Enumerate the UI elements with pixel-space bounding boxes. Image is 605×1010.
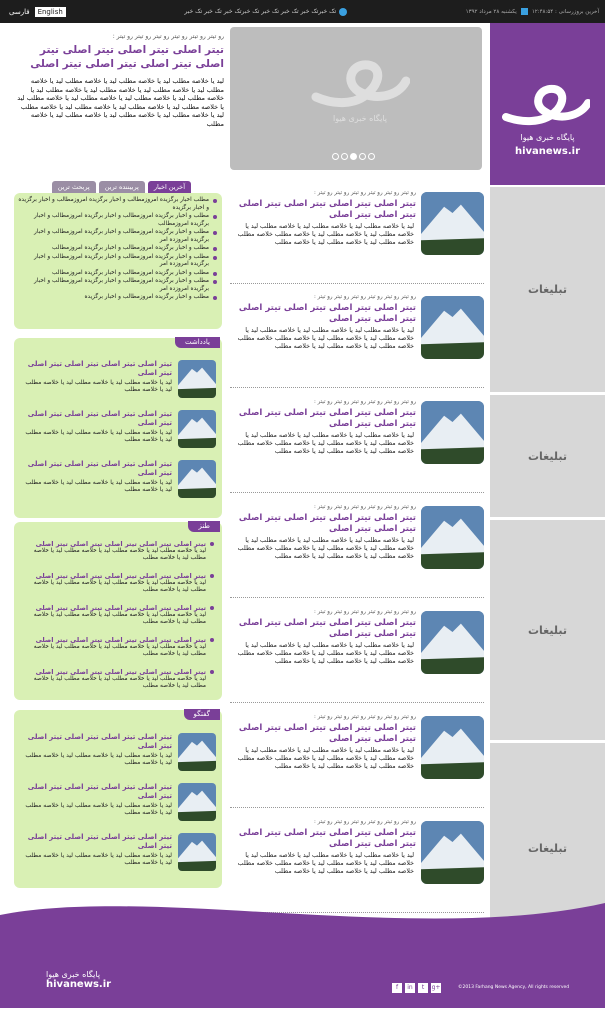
news-kicker: رو تیتر رو تیتر رو تیتر رو تیتر رو تیتر رو تیتر : — [313, 714, 416, 720]
satire-title[interactable]: تیتر اصلی تیتر اصلی تیتر اصلی تیتر اصلی تیتر اصلی — [20, 636, 215, 644]
tab-most-discussed[interactable]: پربحث ترین — [52, 181, 96, 193]
list-item[interactable]: مطلب اخبار برگزیده امروزمطالب و اخبار برگزیده امروزمطالب و اخبار برگزیده و اخبار برگزیده — [14, 197, 219, 212]
news-item[interactable] — [230, 292, 484, 388]
watermark-logo-icon — [310, 57, 410, 127]
satire-summary: لید یا خلاصه مطلب لید یا خلاصه مطلب لید یا خلاصه مطلب لید یا خلاصه مطلب لید یا خلاصه مطلب — [33, 644, 206, 657]
mini-thumbnail[interactable] — [178, 360, 216, 398]
latest-news-list — [14, 197, 219, 303]
news-item[interactable] — [230, 397, 484, 493]
news-summary: لید یا خلاصه مطلب لید یا خلاصه مطلب لید یا خلاصه مطلب لید یا خلاصه مطلب لید یا خلاصه مطلب لید یا خلاصه مطلب خلاصه مطلب خلاصه مطلب لید یا خلاصه مطلب لید یا خلاصه مطلب — [237, 223, 414, 246]
news-item[interactable] — [230, 712, 484, 808]
mini-summary: لید یا خلاصه مطلب لید یا خلاصه مطلب لید یا خلاصه مطلب لید یا خلاصه مطلب — [25, 752, 172, 766]
satire-item[interactable] — [20, 572, 215, 594]
news-thumbnail[interactable] — [421, 716, 484, 779]
list-item[interactable]: مطلب و اخبار برگزیده امروزمطالب و اخبار برگزیده — [14, 294, 219, 302]
mini-summary: لید یا خلاصه مطلب لید یا خلاصه مطلب لید یا خلاصه مطلب لید یا خلاصه مطلب — [25, 852, 172, 866]
news-summary: لید یا خلاصه مطلب لید یا خلاصه مطلب لید یا خلاصه مطلب لید یا خلاصه مطلب لید یا خلاصه مطلب لید یا خلاصه مطلب خلاصه مطلب خلاصه مطلب لید یا خلاصه مطلب لید یا خلاصه مطلب — [237, 642, 414, 665]
satire-summary: لید یا خلاصه مطلب لید یا خلاصه مطلب لید یا خلاصه مطلب لید یا خلاصه مطلب لید یا خلاصه مطلب — [33, 612, 206, 625]
satire-summary: لید یا خلاصه مطلب لید یا خلاصه مطلب لید یا خلاصه مطلب لید یا خلاصه مطلب لید یا خلاصه مطلب — [33, 580, 206, 593]
satire-title[interactable]: تیتر اصلی تیتر اصلی تیتر اصلی تیتر اصلی تیتر اصلی — [20, 604, 215, 612]
news-kicker: رو تیتر رو تیتر رو تیتر رو تیتر رو تیتر رو تیتر : — [313, 609, 416, 615]
news-summary: لید یا خلاصه مطلب لید یا خلاصه مطلب لید یا خلاصه مطلب لید یا خلاصه مطلب لید یا خلاصه مطلب لید یا خلاصه مطلب خلاصه مطلب خلاصه مطلب لید یا خلاصه مطلب لید یا خلاصه مطلب — [237, 327, 414, 350]
social-links — [392, 983, 441, 993]
news-thumbnail[interactable] — [421, 192, 484, 255]
satire-summary: لید یا خلاصه مطلب لید یا خلاصه مطلب لید یا خلاصه مطلب لید یا خلاصه مطلب لید یا خلاصه مطلب — [33, 548, 206, 561]
news-tabs — [52, 181, 191, 193]
news-thumbnail[interactable] — [421, 401, 484, 464]
mini-thumbnail[interactable] — [178, 833, 216, 871]
photo-slider[interactable] — [230, 27, 482, 170]
satire-title[interactable]: تیتر اصلی تیتر اصلی تیتر اصلی تیتر اصلی تیتر اصلی — [20, 540, 215, 548]
slider-dots — [332, 153, 375, 160]
news-kicker: رو تیتر رو تیتر رو تیتر رو تیتر رو تیتر رو تیتر : — [313, 819, 416, 825]
mini-title[interactable]: تیتر اصلی تیتر اصلی تیتر اصلی تیتر اصلی تیتر اصلی — [27, 460, 172, 477]
news-summary: لید یا خلاصه مطلب لید یا خلاصه مطلب لید یا خلاصه مطلب لید یا خلاصه مطلب لید یا خلاصه مطلب لید یا خلاصه مطلب خلاصه مطلب خلاصه مطلب لید یا خلاصه مطلب لید یا خلاصه مطلب — [237, 432, 414, 455]
satire-title[interactable]: تیتر اصلی تیتر اصلی تیتر اصلی تیتر اصلی تیتر اصلی — [20, 572, 215, 580]
satire-item[interactable] — [20, 604, 215, 626]
mini-thumbnail[interactable] — [178, 733, 216, 771]
mini-title[interactable]: تیتر اصلی تیتر اصلی تیتر اصلی تیتر اصلی تیتر اصلی — [27, 833, 172, 850]
mini-title[interactable]: تیتر اصلی تیتر اصلی تیتر اصلی تیتر اصلی تیتر اصلی — [27, 733, 172, 750]
ad-banner[interactable]: تبلیغات — [490, 187, 605, 392]
satire-summary: لید یا خلاصه مطلب لید یا خلاصه مطلب لید یا خلاصه مطلب لید یا خلاصه مطلب لید یا خلاصه مطلب — [33, 676, 206, 689]
slider-dot[interactable] — [359, 153, 366, 160]
tab-latest[interactable]: آخرین اخبار — [148, 181, 191, 193]
lead-title[interactable]: تیتر اصلی تیتر اصلی تیتر اصلی تیتر اصلی تیتر اصلی تیتر اصلی تیتر اصلی — [30, 44, 224, 70]
facebook-icon[interactable]: f — [392, 983, 402, 993]
satire-item[interactable] — [20, 540, 215, 562]
news-summary: لید یا خلاصه مطلب لید یا خلاصه مطلب لید یا خلاصه مطلب لید یا خلاصه مطلب لید یا خلاصه مطلب لید یا خلاصه مطلب خلاصه مطلب خلاصه مطلب لید یا خلاصه مطلب لید یا خلاصه مطلب — [237, 537, 414, 560]
news-kicker: رو تیتر رو تیتر رو تیتر رو تیتر رو تیتر رو تیتر : — [313, 399, 416, 405]
tab-most-viewed[interactable]: پربیننده ترین — [99, 181, 145, 193]
ticker-icon — [339, 8, 347, 16]
footer-wave — [0, 895, 605, 1008]
lead-kicker: رو تیتر رو تیتر رو تیتر رو تیتر رو تیتر رو تیتر : — [112, 33, 224, 40]
mini-summary: لید یا خلاصه مطلب لید یا خلاصه مطلب لید یا خلاصه مطلب لید یا خلاصه مطلب — [25, 479, 172, 493]
news-item[interactable] — [230, 607, 484, 703]
news-item[interactable] — [230, 502, 484, 598]
mini-title[interactable]: تیتر اصلی تیتر اصلی تیتر اصلی تیتر اصلی تیتر اصلی — [27, 410, 172, 427]
news-title[interactable]: تیتر اصلی تیتر اصلی تیتر اصلی تیتر اصلی تیتر اصلی تیتر اصلی — [238, 199, 416, 220]
slider-dot[interactable] — [341, 153, 348, 160]
mini-thumbnail[interactable] — [178, 783, 216, 821]
news-title[interactable]: تیتر اصلی تیتر اصلی تیتر اصلی تیتر اصلی تیتر اصلی تیتر اصلی — [238, 618, 416, 639]
ad-banner[interactable]: تبلیغات — [490, 743, 605, 953]
slider-dot[interactable] — [368, 153, 375, 160]
news-thumbnail[interactable] — [421, 821, 484, 884]
mini-thumbnail[interactable] — [178, 410, 216, 448]
list-item[interactable]: مطلب و اخبار برگزیده امروزمطالب و اخبار برگزیده امروزمطالب و اخبار برگزیده امروزمطالب — [14, 213, 219, 228]
list-item[interactable]: مطلب و اخبار برگزیده امروزمطالب و اخبار برگزیده امروزمطالب — [14, 245, 219, 253]
news-title[interactable]: تیتر اصلی تیتر اصلی تیتر اصلی تیتر اصلی تیتر اصلی تیتر اصلی — [238, 303, 416, 324]
lead-summary: لید یا خلاصه مطلب لید یا خلاصه مطلب لید یا خلاصه مطلب لید یا خلاصه مطلب لید یا خلاصه مطلب لید یا خلاصه مطلب لید یا خلاصه مطلب لید یا خلاصه مطلب لید یا خلاصه مطلب لید یا خلاصه مطلب لید یا خلاصه مطلب لید یا خلاصه مطلب لید یا خلاصه مطلب لید یا خلاصه مطلب لید یا خلاصه مطلب لید یا خلاصه مطلب لید یا خلاصه مطلب لید یا خلاصه مطلب لید یا خلاصه مطلب — [17, 77, 224, 128]
ad-banner[interactable]: تبلیغات — [490, 395, 605, 517]
news-ticker[interactable]: تک خبرتک خبر تک خبر تک خبر تک خبرتک خبر تک خبر تک خبر — [184, 8, 347, 16]
satire-item[interactable] — [20, 668, 215, 690]
top-bar — [0, 0, 605, 23]
logo-mark-icon — [502, 83, 590, 129]
mini-summary: لید یا خلاصه مطلب لید یا خلاصه مطلب لید یا خلاصه مطلب لید یا خلاصه مطلب — [25, 379, 172, 393]
news-summary: لید یا خلاصه مطلب لید یا خلاصه مطلب لید یا خلاصه مطلب لید یا خلاصه مطلب لید یا خلاصه مطلب لید یا خلاصه مطلب خلاصه مطلب خلاصه مطلب لید یا خلاصه مطلب لید یا خلاصه مطلب — [237, 747, 414, 770]
linkedin-icon[interactable]: in — [405, 983, 415, 993]
svg-text:پایگاه خبری هیوا: پایگاه خبری هیوا — [332, 114, 388, 123]
satire-title[interactable]: تیتر اصلی تیتر اصلی تیتر اصلی تیتر اصلی تیتر اصلی — [20, 668, 215, 676]
ad-banner[interactable]: تبلیغات — [490, 520, 605, 740]
news-title[interactable]: تیتر اصلی تیتر اصلی تیتر اصلی تیتر اصلی تیتر اصلی تیتر اصلی — [238, 408, 416, 429]
mini-title[interactable]: تیتر اصلی تیتر اصلی تیتر اصلی تیتر اصلی تیتر اصلی — [27, 360, 172, 377]
lang-en-button[interactable]: English — [35, 7, 66, 17]
copyright: ©2013 Farhang News Agency, All rights reserved — [458, 985, 570, 990]
mini-thumbnail[interactable] — [178, 460, 216, 498]
news-item[interactable] — [230, 188, 484, 284]
news-title[interactable]: تیتر اصلی تیتر اصلی تیتر اصلی تیتر اصلی تیتر اصلی تیتر اصلی — [238, 513, 416, 534]
mini-summary: لید یا خلاصه مطلب لید یا خلاصه مطلب لید یا خلاصه مطلب لید یا خلاصه مطلب — [25, 429, 172, 443]
slider-dot[interactable] — [350, 153, 357, 160]
list-item[interactable]: مطلب و اخبار برگزیده امروزمطالب و اخبار برگزیده امروزمطالب و اخبار برگزیده امروزده امر — [14, 254, 219, 269]
news-title[interactable]: تیتر اصلی تیتر اصلی تیتر اصلی تیتر اصلی تیتر اصلی تیتر اصلی — [238, 828, 416, 849]
calendar-icon — [521, 8, 528, 15]
section-title-satire: طنز — [188, 521, 220, 532]
twitter-icon[interactable]: t — [418, 983, 428, 993]
section-title-notes: یادداشت — [175, 337, 220, 348]
news-thumbnail[interactable] — [421, 611, 484, 674]
footer — [0, 895, 605, 1008]
list-item[interactable]: مطلب و اخبار برگزیده امروزمطالب و اخبار برگزیده امروزمطالب — [14, 270, 219, 278]
news-kicker: رو تیتر رو تیتر رو تیتر رو تیتر رو تیتر رو تیتر : — [313, 294, 416, 300]
section-title-interview: گفتگو — [184, 709, 220, 720]
slider-dot[interactable] — [332, 153, 339, 160]
news-summary: لید یا خلاصه مطلب لید یا خلاصه مطلب لید یا خلاصه مطلب لید یا خلاصه مطلب لید یا خلاصه مطلب لید یا خلاصه مطلب خلاصه مطلب خلاصه مطلب لید یا خلاصه مطلب لید یا خلاصه مطلب — [237, 852, 414, 875]
news-thumbnail[interactable] — [421, 296, 484, 359]
list-item[interactable]: مطلب و اخبار برگزیده امروزمطالب و اخبار برگزیده امروزمطالب و اخبار برگزیده امروزده امر — [14, 278, 219, 293]
logo-name-en: hivanews.ir — [514, 146, 581, 157]
news-kicker: رو تیتر رو تیتر رو تیتر رو تیتر رو تیتر رو تیتر : — [313, 504, 416, 510]
mini-title[interactable]: تیتر اصلی تیتر اصلی تیتر اصلی تیتر اصلی تیتر اصلی — [27, 783, 172, 800]
lead-story — [14, 33, 224, 129]
mini-summary: لید یا خلاصه مطلب لید یا خلاصه مطلب لید یا خلاصه مطلب لید یا خلاصه مطلب — [25, 802, 172, 816]
language-switcher — [6, 7, 66, 17]
news-kicker: رو تیتر رو تیتر رو تیتر رو تیتر رو تیتر رو تیتر : — [313, 190, 416, 196]
list-item[interactable]: مطلب و اخبار برگزیده امروزمطالب و اخبار برگزیده امروزمطالب و اخبار برگزیده امروزده امر — [14, 229, 219, 244]
satire-item[interactable] — [20, 636, 215, 658]
news-thumbnail[interactable] — [421, 506, 484, 569]
date-meta: یکشنبه ۲۸ مرداد ۱۳۹۲ آخرین بروزرسانی : ۱۲:۴۸:۵۴ — [465, 8, 599, 15]
lang-fa-button[interactable]: فارسی — [9, 7, 30, 16]
site-logo[interactable] — [490, 23, 605, 185]
news-title[interactable]: تیتر اصلی تیتر اصلی تیتر اصلی تیتر اصلی تیتر اصلی تیتر اصلی — [238, 723, 416, 744]
logo-name-fa: پایگاه خبری هیوا — [520, 133, 575, 142]
googleplus-icon[interactable]: g+ — [431, 984, 441, 991]
footer-logo[interactable]: پایگاه خبری هیوا hivanews.ir — [46, 970, 112, 990]
